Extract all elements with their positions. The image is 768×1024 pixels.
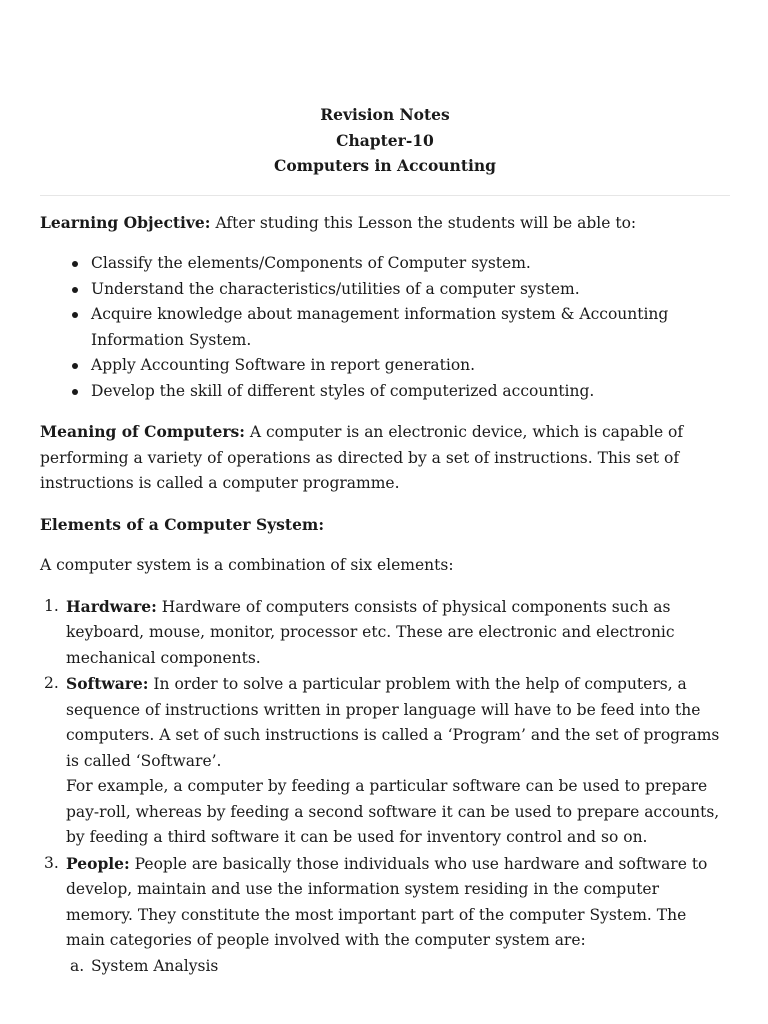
elements-list — [40, 594, 730, 980]
element-text: In order to solve a particular problem with the help of computers, a sequence of instructions written in proper language will have to be feed into the computers. A set of such instructions is called a ‘Program’ and the set of programs is called ‘Software’. — [66, 675, 720, 770]
element-text-example: For example, a computer by feeding a particular software can be used to prepare pay-roll, whereas by feeding a second software it can be used to prepare accounts, by feeding a third software it can be used for inventory control and so on. — [66, 777, 720, 846]
meaning-label: Meaning of Computers: — [40, 422, 245, 441]
title-revision-notes: Revision Notes — [320, 105, 450, 124]
learning-objective-label: Learning Objective: — [40, 212, 211, 232]
element-text: People are basically those individuals who use hardware and software to develop, maintain and use the information system residing in the computer memory. They constitute the most important part of the computer System. The main categories of people involved with the computer system are: — [66, 854, 708, 949]
title-topic: Computers in Accounting — [274, 156, 496, 175]
learning-objective-text: After studing this Lesson the students will be able to: — [210, 213, 637, 232]
list-number: 1. — [44, 596, 59, 615]
element-label: People: — [66, 853, 130, 873]
title-chapter: Chapter-10 — [336, 130, 434, 150]
list-item: Apply Accounting Software in report generation. — [91, 353, 730, 379]
list-item: Acquire knowledge about management information system & Accounting Information System. — [91, 302, 730, 353]
list-item: Understand the characteristics/utilities of a computer system. — [91, 277, 730, 303]
list-item: Develop the skill of different styles of computerized accounting. — [91, 379, 730, 405]
document-title-block — [40, 102, 730, 179]
category-text: System Analysis — [91, 956, 219, 975]
element-item-software — [44, 671, 730, 851]
element-item-hardware — [44, 594, 730, 672]
meaning-text: A computer is an electronic device, which is capable of performing a variety of operations as directed by a set of instructions. This set of instructions is called a computer programme. — [40, 423, 684, 492]
learning-objective-paragraph — [40, 210, 730, 237]
element-label: Software: — [66, 674, 149, 693]
list-number: 3. — [44, 853, 59, 872]
list-number: 2. — [44, 674, 59, 692]
elements-heading-text: Elements of a Computer System: — [40, 514, 325, 534]
list-item: Classify the elements/Components of Computer system. — [91, 251, 730, 277]
title-divider — [40, 195, 730, 196]
elements-intro: A computer system is a combination of six elements: — [40, 556, 454, 574]
element-text: Hardware of computers consists of physical components such as keyboard, mouse, monitor, processor etc. These are electronic and electronic mechanical components. — [66, 597, 675, 667]
document-page — [40, 102, 730, 979]
list-letter: a. — [70, 956, 85, 975]
element-item-people — [44, 851, 730, 980]
meaning-paragraph — [40, 419, 730, 497]
people-categories-list — [66, 954, 730, 980]
element-label: Hardware: — [66, 596, 157, 616]
learning-objective-list — [40, 251, 730, 404]
elements-heading — [40, 512, 730, 539]
list-item — [70, 954, 730, 980]
